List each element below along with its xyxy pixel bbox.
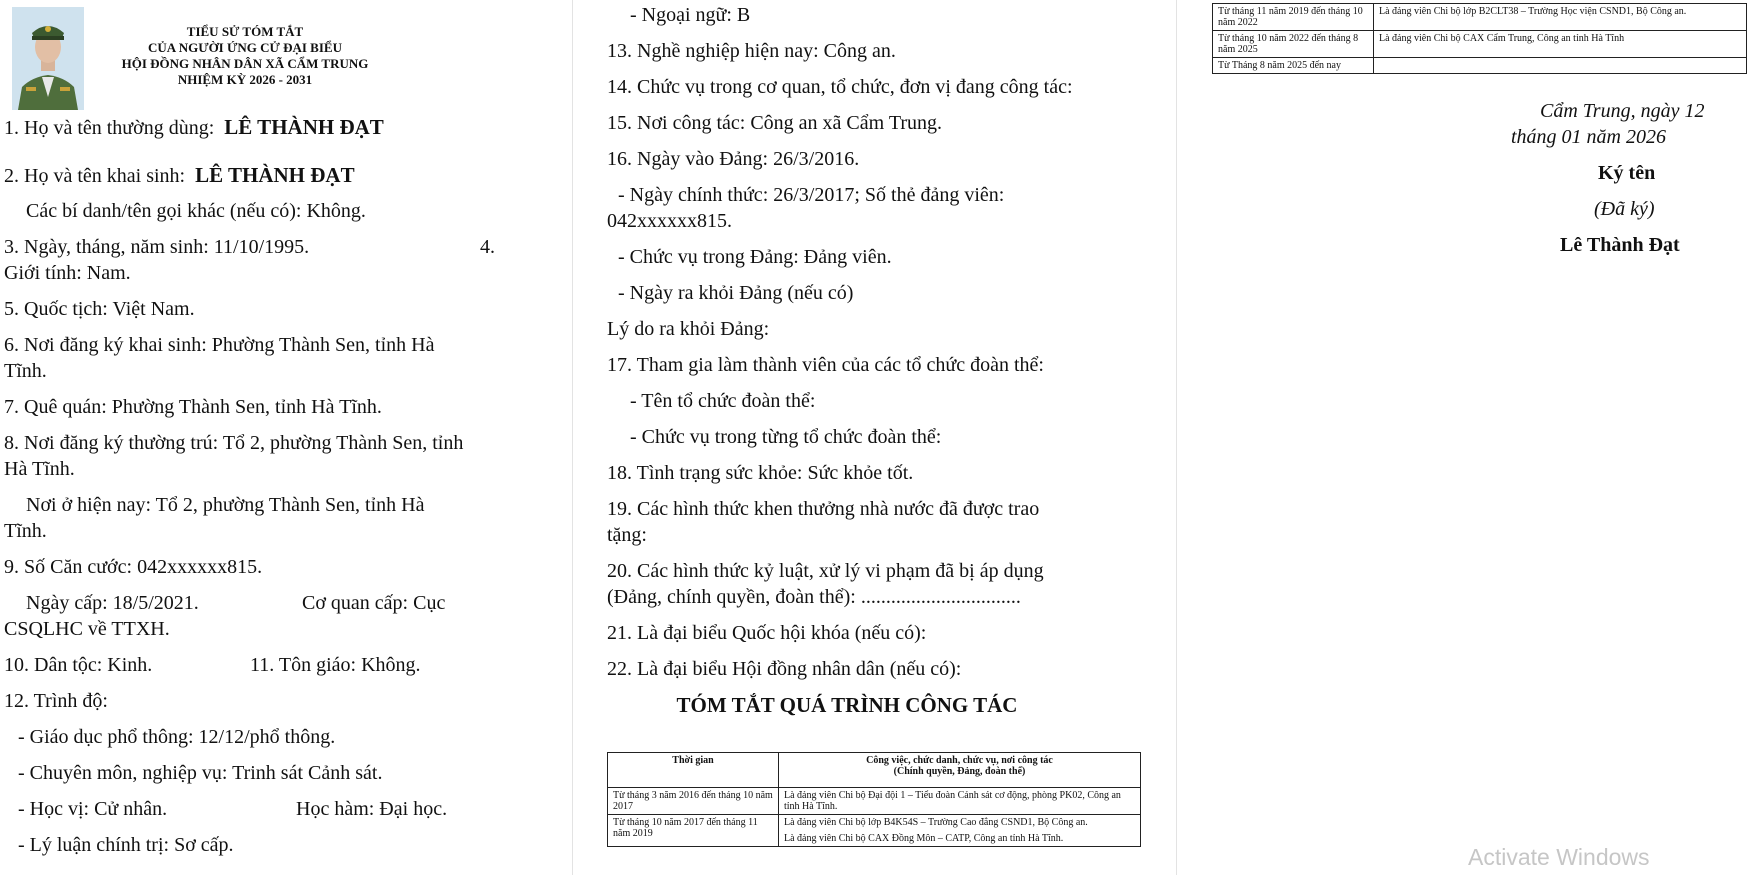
portrait-photo: [12, 7, 84, 110]
field-id-number: 9. Số Căn cước: 042xxxxxx815.: [4, 556, 263, 578]
field-discipline: 20. Các hình thức kỷ luật, xử lý vi phạm đã bị áp dụng: [607, 560, 1044, 582]
field-gender: Giới tính: Nam.: [4, 262, 131, 284]
page-separator: [1176, 0, 1177, 875]
table-cell-job: [1374, 58, 1747, 74]
header-title: TIỂU SỬ TÓM TẮT: [186, 24, 304, 39]
table-cell-time: Từ tháng 10 năm 2017 đến tháng 11 năm 2019: [608, 815, 779, 847]
field-party-leave-reason: Lý do ra khỏi Đảng:: [607, 318, 770, 340]
field-political-theory: - Lý luận chính trị: Sơ cấp.: [18, 834, 234, 856]
field-religion: 11. Tôn giáo: Không.: [250, 654, 421, 676]
field-occupation: 13. Nghề nghiệp hiện nay: Công an.: [607, 40, 896, 62]
field-permanent-residence: 8. Nơi đăng ký thường trú: Tổ 2, phường Thành Sen, tỉnh: [4, 432, 464, 454]
table-header-cell: [779, 753, 1141, 788]
page-3: [1178, 0, 1751, 875]
field-organizations: 17. Tham gia làm thành viên của các tổ chức đoàn thể:: [607, 354, 1044, 376]
field-hometown: 7. Quê quán: Phường Thành Sen, tỉnh Hà Tĩnh.: [4, 396, 382, 418]
table-header-text: (Chính quyền, Đảng, đoàn thể): [893, 766, 1026, 777]
signature-date: Cẩm Trung, ngày 12: [1540, 100, 1705, 122]
page-separator: [572, 0, 573, 875]
signature-date-cont: tháng 01 năm 2026: [1511, 126, 1666, 148]
table-header-row: [608, 753, 1141, 788]
field-academic-title: Học hàm: Đại học.: [296, 798, 448, 820]
field-value: LÊ THÀNH ĐẠT: [195, 163, 355, 187]
table-cell-job: Là đảng viên Chi bộ CAX Cẩm Trung, Công an tỉnh Hà Tĩnh: [1374, 31, 1747, 58]
field-current-residence-cont: Tĩnh.: [4, 520, 47, 542]
table-cell-time: Từ Tháng 8 năm 2025 đến nay: [1213, 58, 1374, 74]
field-birthdate: 3. Ngày, tháng, năm sinh: 11/10/1995.: [4, 236, 310, 258]
field-party-position: - Chức vụ trong Đảng: Đảng viên.: [618, 246, 892, 268]
field-workplace: 15. Nơi công tác: Công an xã Cẩm Trung.: [607, 112, 942, 134]
field-gender-number: 4.: [480, 236, 495, 258]
field-birth-registration: 6. Nơi đăng ký khai sinh: Phường Thành Sen, tỉnh Hà: [4, 334, 435, 356]
field-awards: 19. Các hình thức khen thưởng nhà nước đã được trao: [607, 498, 1040, 520]
field-party-leave-date: - Ngày ra khỏi Đảng (nếu có): [618, 282, 854, 304]
table-row: [1213, 58, 1747, 74]
table-header-cell: Thời gian: [608, 753, 779, 788]
field-party-join-date: 16. Ngày vào Đảng: 26/3/2016.: [607, 148, 860, 170]
table-cell-time: Từ tháng 11 năm 2019 đến tháng 10 năm 2022: [1213, 4, 1374, 31]
field-issuing-agency: Cơ quan cấp: Cục: [302, 592, 446, 614]
field-health: 18. Tình trạng sức khỏe: Sức khỏe tốt.: [607, 462, 914, 484]
career-table-continued: [1212, 3, 1747, 74]
section-title: TÓM TẮT QUÁ TRÌNH CÔNG TÁC: [676, 693, 1018, 717]
field-label: 1. Họ và tên thường dùng:: [4, 117, 215, 139]
table-row: [608, 815, 1141, 847]
table-cell-time: Từ tháng 10 năm 2022 đến tháng 8 năm 2025: [1213, 31, 1374, 58]
table-header-text: Công việc, chức danh, chức vụ, nơi công tác: [866, 755, 1053, 766]
header-line: HỘI ĐỒNG NHÂN DÂN XÃ CẨM TRUNG: [121, 56, 369, 71]
field-alias: Các bí danh/tên gọi khác (nếu có): Không.: [26, 200, 366, 222]
field-birth-name: [4, 162, 355, 189]
page-1: [0, 0, 572, 875]
table-cell-job: [779, 815, 1141, 847]
field-issue-date: Ngày cấp: 18/5/2021.: [26, 592, 199, 614]
field-degree: - Học vị: Cử nhân.: [18, 798, 168, 820]
table-cell-time: Từ tháng 3 năm 2016 đến tháng 10 năm 2017: [608, 788, 779, 815]
field-party-card-number: 042xxxxxx815.: [607, 210, 732, 232]
signature-label: Ký tên: [1598, 162, 1656, 184]
field-organization-position: - Chức vụ trong từng tổ chức đoàn thể:: [630, 426, 942, 448]
field-value: LÊ THÀNH ĐẠT: [224, 115, 384, 139]
signer-name: Lê Thành Đạt: [1560, 234, 1680, 256]
field-general-education: - Giáo dục phổ thông: 12/12/phổ thông.: [18, 726, 336, 748]
field-ethnicity: 10. Dân tộc: Kinh.: [4, 654, 153, 676]
table-cell-job: Là đảng viên Chi bộ lớp B2CLT38 – Trường Học viện CSND1, Bộ Công an.: [1374, 4, 1747, 31]
header-term: NHIỆM KỲ 2026 - 2031: [177, 72, 313, 87]
signature-status: (Đã ký): [1594, 198, 1655, 220]
field-issuing-agency-cont: CSQLHC về TTXH.: [4, 618, 170, 640]
field-discipline-cont: (Đảng, chính quyền, đoàn thể): ................................: [607, 586, 1021, 608]
document-header: [95, 24, 395, 88]
table-row: [1213, 31, 1747, 58]
table-cell-text: Là đảng viên Chi bộ lớp B4K54S – Trường Cao đẳng CSND1, Bộ Công an.: [784, 817, 1088, 828]
field-organization-name: - Tên tổ chức đoàn thể:: [630, 390, 816, 412]
table-row: [1213, 4, 1747, 31]
field-permanent-residence-cont: Hà Tĩnh.: [4, 458, 75, 480]
field-education-heading: 12. Trình độ:: [4, 690, 108, 712]
table-row: [608, 788, 1141, 815]
field-birth-registration-cont: Tĩnh.: [4, 360, 47, 382]
activate-windows-watermark: Activate Windows: [1468, 844, 1650, 870]
career-table: [607, 752, 1141, 847]
field-common-name: [4, 114, 384, 141]
field-awards-cont: tặng:: [607, 524, 647, 546]
field-foreign-language: - Ngoại ngữ: B: [630, 4, 751, 26]
field-party-official-date: - Ngày chính thức: 26/3/2017; Số thẻ đảng viên:: [618, 184, 1005, 206]
field-specialization: - Chuyên môn, nghiệp vụ: Trinh sát Cảnh sát.: [18, 762, 383, 784]
field-label: 2. Họ và tên khai sinh:: [4, 165, 186, 187]
table-cell-text: Là đảng viên Chi bộ CAX Đồng Môn – CATP, Công an tỉnh Hà Tĩnh.: [784, 833, 1064, 844]
field-position: 14. Chức vụ trong cơ quan, tổ chức, đơn vị đang công tác:: [607, 76, 1073, 98]
table-cell-job: Là đảng viên Chi bộ Đại đội 1 – Tiểu đoàn Cảnh sát cơ động, phòng PK02, Công an tỉnh Hà Tĩnh.: [779, 788, 1141, 815]
field-national-assembly: 21. Là đại biểu Quốc hội khóa (nếu có):: [607, 622, 927, 644]
field-current-residence: Nơi ở hiện nay: Tổ 2, phường Thành Sen, tỉnh Hà: [26, 494, 425, 516]
header-line: CỦA NGƯỜI ỨNG CỬ ĐẠI BIỂU: [148, 40, 342, 55]
field-nationality: 5. Quốc tịch: Việt Nam.: [4, 298, 195, 320]
page-2: [574, 0, 1174, 875]
field-peoples-council: 22. Là đại biểu Hội đồng nhân dân (nếu có):: [607, 658, 962, 680]
